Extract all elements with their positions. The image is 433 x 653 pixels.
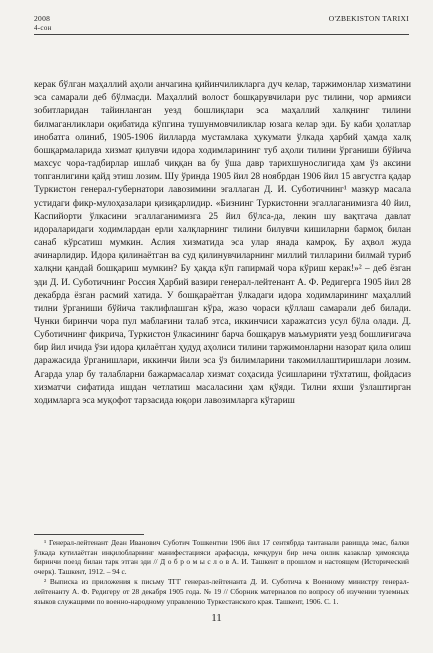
- header-journal-title: O'ZBEKISTON TARIXI: [328, 14, 409, 23]
- footnote-2: ² Выписка из приложения к письму ТГГ генерал-лейтенанта Д. И. Суботича к Военному министру генерал-лейтенанту А. Ф. Редигеру от 28 декабря 1905 года. № 19 // Сборник материалов по вопросу об изучении туземных языков служащими по военно-народному управлению Туркестанского края. Ташкент, 1906. С. 1.: [34, 577, 409, 606]
- header-issue: 4-сон: [34, 24, 52, 32]
- main-text: [34, 66, 411, 421]
- header-year: 2008: [34, 14, 51, 23]
- paragraph: керак бўлган маҳаллий аҳоли анчагина қийинчиликларга дуч келар, таржимонлар хизматини эса самарали деб бўлмасди. Маҳаллий волост бошқарувчилари рус тилини, чор армияси зобитларидан тайинланган уезд бошлиқлари эса маҳаллий халқнинг тилини билмаганликлари оқибатида кўпгина тушунмовчиликлар юзага келар эди. Бу каби ҳолатлар инобатга олиниб, 1905-1906 йилларда мустамлака ҳукумати ўлкада ҳарбий ҳамда халқ бошқармаларида хизмат қилувчи идора ходимларининг туб аҳоли тилини ўрганиши бўйича махсус чора-тадбирлар ишлаб чиққан ва бу ўша давр тарихшунослигида ҳам ўз аксини топганлигини қайд этиш лозим. Шу ўринда 1905 йил 28 ноябрдан 1906 йил 15 августга қадар Туркистон генерал-губернатори лавозимини эгаллаган Д. И. Суботичнинг¹ мазкур масала устидаги фикр-мулоҳазалари қизиқарлидир. «Бизнинг Туркистонни эгаллаганимизга 40 йил, Каспийорти ўлкасини эгаллаганимизга 25 йил бўлса-да, лекин шу вақтгача давлат идораларидаги ходимлардан ерли халқларнинг тилини билувчи кишиларни бармоқ билан санаб кўрсатиш мумкин. Аслия хизматида эса улар янада камроқ. Бу аҳвол жуда ачинарлидир. Идора қилинаётган ва суд қилинувчиларнинг миллий тилларини билмай туриб халқни қандай бошқариш мумкин? Бу ҳақда кўп гапирмай чора кўриш керак!»² – деб ёзган эди Д. И. Суботичнинг Россия Ҳарбий вазири генерал-лейтенант А. Ф. Редигерга 1905 йил 28 декабрда ёзган расмий хатида. У бошқараётган ўлкадаги идора ходимларининг маҳаллий тилни ўрганиши бўйича таклифлашган кўра, жазо чораси қўллаш самарали деб билади. Чунки биринчи чора пул маблағини талаб этса, иккинчиси харажатсиз усул бўла олади. Д. Суботичнинг фикрича, Туркистон ўлкасининг барча бошқарув маъмурияти уезд бошлиғигача бир йил ичида ўзи идора қилаётган ҳудуд аҳолиси тилини таржимонларни назорат қила олиш даражасида ўрганишлари, иккинчи йили эса ўз билимларини такомиллаштиришлари лозим. Агарда улар бу талабларни бажармасалар хизмат соҳасида ўсишларини тўхтатиш, фойдасиз хизматчи сифатида ишдан четлатиш масаласини ҳам қўяди. Тилни яхши ўзлаштирган ходимларга эса муқофот тарзасида юқори лавозимларга кўтариш: [34, 80, 411, 406]
- page-number: 11: [211, 612, 222, 624]
- header-rule: [34, 34, 409, 35]
- footnote-1: ¹ Генерал-лейтенант Деан Иванович Суботич Тошкентни 1906 йил 17 сентябрда тантанали равишда эмас, балки ўлкада кутилаётган инқилобларнинг манифестацияси арафасида, кечқурун бир неча оилик казаклар ҳимоясида биринчи поезд билан тарк этган эди // Д о б р о м ы с л о в А. И. Ташкент в прошлом и настоящем (Исторический очерк). Ташкент, 1912. – 94 с.: [34, 538, 409, 576]
- footnotes: [34, 538, 409, 607]
- footnote-separator: [34, 534, 144, 535]
- running-header: [34, 14, 409, 35]
